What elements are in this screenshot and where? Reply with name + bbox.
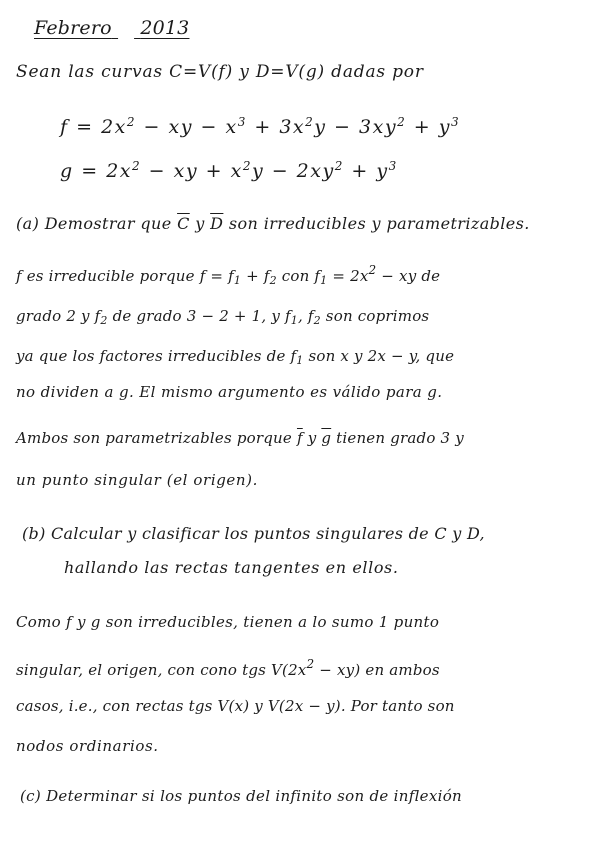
equation-g bbox=[60, 156, 398, 181]
eq-f-exp2: 3 bbox=[237, 115, 247, 129]
page-title bbox=[34, 18, 189, 38]
a1-sub1: 1 bbox=[233, 274, 242, 287]
eq-f-exp1: 2 bbox=[126, 115, 137, 129]
part-a-answer-line-5 bbox=[16, 428, 464, 448]
part-b-prompt-line-2: hallando las rectas tangentes en ellos. bbox=[64, 558, 399, 577]
eq-g-term4: + y bbox=[343, 160, 389, 182]
title-month: Febrero bbox=[34, 17, 112, 39]
a5-conj: y bbox=[302, 429, 322, 447]
eq-g-term3: y − 2xy bbox=[251, 160, 335, 182]
a1-post: − xy de bbox=[376, 267, 441, 285]
eq-f-term4: y − 3xy bbox=[314, 116, 398, 138]
part-b-answer-line-1: Como f y g son irreducibles, tienen a lo sumo 1 punto bbox=[16, 613, 440, 631]
part-b-answer-line-2 bbox=[16, 654, 440, 680]
eq-f-term5: + y bbox=[406, 116, 451, 138]
a5-pre: Ambos son parametrizables porque bbox=[16, 429, 297, 447]
curve-c-closure: $\overline{C}$ bbox=[177, 214, 190, 233]
equation-f bbox=[60, 112, 460, 137]
eq-g-exp4: 3 bbox=[388, 159, 398, 173]
eq-g-exp2: 2 bbox=[242, 159, 252, 173]
a2-comma: , f bbox=[297, 307, 314, 325]
b2-exp: 2 bbox=[306, 657, 315, 671]
eq-f-exp4: 2 bbox=[397, 115, 407, 129]
a2-sub2: 2 bbox=[313, 314, 321, 327]
eq-g-exp1: 2 bbox=[132, 159, 142, 173]
a1-sub2: 2 bbox=[269, 274, 277, 287]
a3-sub: 1 bbox=[296, 354, 304, 367]
part-c-prompt: (c) Determinar si los puntos del infinito son de inflexión bbox=[20, 787, 462, 805]
a3-post: son x y 2x − y, que bbox=[303, 347, 455, 365]
a2-mid: de grado 3 − 2 + 1, y f bbox=[107, 307, 291, 325]
part-b-prompt-line-1: (b) Calcular y clasificar los puntos singulares de C y D, bbox=[22, 524, 485, 543]
a1-eq: = 2x bbox=[327, 267, 369, 285]
b2-pre: singular, el origen, con cono tgs V(2x bbox=[16, 661, 307, 679]
a3-pre: ya que los factores irreducibles de f bbox=[16, 347, 297, 365]
part-a-prompt-end: son irreducibles y parametrizables. bbox=[223, 214, 530, 233]
part-a-answer-line-1 bbox=[16, 260, 440, 291]
part-a-prompt-start: (a) Demostrar que bbox=[16, 214, 178, 233]
eq-f-exp3: 2 bbox=[305, 115, 315, 129]
a5-g-closure: $\overline{g}$ bbox=[321, 429, 332, 447]
eq-f-term3: + 3x bbox=[246, 116, 306, 138]
eq-g-term2: − xy + x bbox=[141, 160, 243, 182]
part-a-answer-line-2 bbox=[16, 306, 429, 331]
eq-g-equals: = bbox=[81, 160, 99, 182]
a1-mid2: con f bbox=[276, 267, 321, 285]
part-a-answer-line-6: un punto singular (el origen). bbox=[16, 471, 258, 489]
part-a-answer-line-4: no dividen a g. El mismo argumento es válido para g. bbox=[16, 383, 443, 401]
part-a-conjunction: y bbox=[189, 214, 211, 233]
eq-f-lhs: f bbox=[60, 116, 69, 138]
a1-exp: 2 bbox=[368, 263, 377, 277]
eq-f-equals: = bbox=[76, 116, 94, 138]
eq-g-exp3: 2 bbox=[334, 159, 344, 173]
eq-g-term1: 2x bbox=[106, 160, 132, 182]
a1-mid: + f bbox=[241, 267, 270, 285]
part-b-answer-line-3: casos, i.e., con rectas tgs V(x) y V(2x − y). Por tanto son bbox=[16, 697, 455, 715]
b2-post: − xy) en ambos bbox=[314, 661, 440, 679]
intro-line: Sean las curvas C=V(f) y D=V(g) dadas por bbox=[16, 62, 424, 82]
eq-g-lhs: g bbox=[60, 160, 74, 182]
a2-sub: 2 bbox=[100, 314, 108, 327]
eq-f-term2: − xy − x bbox=[136, 116, 238, 138]
a5-f-closure: $\overline{f}$ bbox=[296, 429, 303, 447]
eq-f-exp5: 3 bbox=[450, 115, 461, 129]
eq-f-term1: 2x bbox=[101, 116, 127, 138]
a5-post: tienen grado 3 y bbox=[331, 429, 464, 447]
part-a-answer-line-3 bbox=[16, 346, 454, 371]
a2-post: son coprimos bbox=[320, 307, 430, 325]
title-year: 2013 bbox=[140, 17, 190, 39]
part-a-prompt bbox=[16, 214, 530, 234]
a2-sub1: 1 bbox=[290, 314, 298, 327]
a2-pre: grado 2 y f bbox=[16, 307, 101, 325]
a1-pre: f es irreducible porque f = f bbox=[16, 267, 234, 285]
a1-sub3: 1 bbox=[320, 274, 328, 287]
curve-d-closure: $\overline{D}$ bbox=[210, 214, 224, 233]
part-b-answer-line-4: nodos ordinarios. bbox=[16, 737, 159, 755]
